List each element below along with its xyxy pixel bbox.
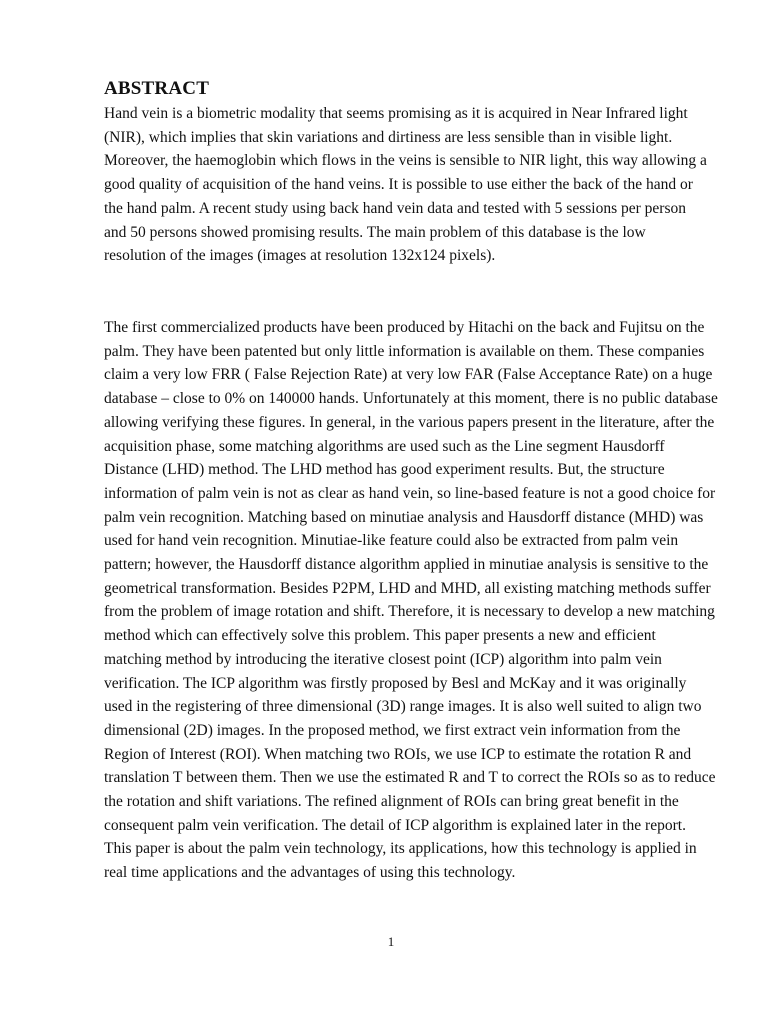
text-line: translation T between them. Then we use the estimated R and T to correct the ROIs so as to reduce — [104, 769, 716, 787]
section-heading: ABSTRACT — [104, 78, 210, 99]
text-line: resolution of the images (images at resolution 132x124 pixels). — [104, 247, 496, 265]
text-line: Hand vein is a biometric modality that seems promising as it is acquired in Near Infrared light — [104, 105, 688, 122]
text-line: the hand palm. A recent study using back hand vein data and tested with 5 sessions per person — [104, 199, 686, 217]
text-line: good quality of acquisition of the hand veins. It is possible to use either the back of the hand or — [104, 176, 693, 194]
text-line: and 50 persons showed promising results. The main problem of this database is the low — [104, 223, 646, 241]
text-line: the rotation and shift variations. The refined alignment of ROIs can bring great benefit in the — [104, 793, 679, 811]
text-line: used in the registering of three dimensional (3D) range images. It is also well suited to align two — [104, 698, 702, 716]
text-line: used for hand vein recognition. Minutiae-like feature could also be extracted from palm vein — [104, 532, 679, 550]
abstract-paragraph — [104, 102, 724, 268]
text-line: method which can effectively solve this problem. This paper presents a new and efficient — [104, 627, 656, 645]
text-line: The first commercialized products have been produced by Hitachi on the back and Fujitsu on the — [104, 319, 705, 336]
text-line: dimensional (2D) images. In the proposed method, we first extract vein information from the — [104, 721, 681, 739]
text-line: database – close to 0% on 140000 hands. Unfortunately at this moment, there is no public database — [104, 390, 718, 408]
text-line: geometrical transformation. Besides P2PM, LHD and MHD, all existing matching methods suffer — [104, 579, 711, 597]
text-line: information of palm vein is not as clear as hand vein, so line-based feature is not a good choice for — [104, 484, 716, 502]
text-line: consequent palm vein verification. The detail of ICP algorithm is explained later in the report. — [104, 816, 686, 834]
text-line: verification. The ICP algorithm was firstly proposed by Besl and McKay and it was originally — [104, 674, 687, 692]
text-line: from the problem of image rotation and shift. Therefore, it is necessary to develop a new matching — [104, 603, 715, 621]
text-line: Distance (LHD) method. The LHD method has good experiment results. But, the structure — [104, 461, 665, 479]
body-paragraph — [104, 316, 724, 885]
text-line: real time applications and the advantages of using this technology. — [104, 864, 516, 882]
text-line: allowing verifying these figures. In general, in the various papers present in the literature, after the — [104, 413, 715, 431]
text-line: pattern; however, the Hausdorff distance algorithm applied in minutiae analysis is sensitive to the — [104, 556, 709, 574]
page-number: 1 — [387, 934, 395, 949]
text-line: Moreover, the haemoglobin which flows in the veins is sensible to NIR light, this way allowing a — [104, 152, 707, 170]
text-line: matching method by introducing the iterative closest point (ICP) algorithm into palm vein — [104, 650, 662, 668]
text-line: claim a very low FRR ( False Rejection Rate) at very low FAR (False Acceptance Rate) on a huge — [104, 366, 713, 384]
text-line: This paper is about the palm vein technology, its applications, how this technology is applied in — [104, 840, 697, 858]
text-line: palm vein recognition. Matching based on minutiae analysis and Hausdorff distance (MHD) was — [104, 508, 704, 526]
text-line: palm. They have been patented but only little information is available on them. These companies — [104, 342, 705, 360]
text-line: (NIR), which implies that skin variations and dirtiness are less sensible than in visible light. — [104, 128, 673, 146]
text-line: Region of Interest (ROI). When matching two ROIs, we use ICP to estimate the rotation R and — [104, 745, 692, 763]
text-line: acquisition phase, some matching algorithms are used such as the Line segment Hausdorff — [104, 437, 665, 455]
